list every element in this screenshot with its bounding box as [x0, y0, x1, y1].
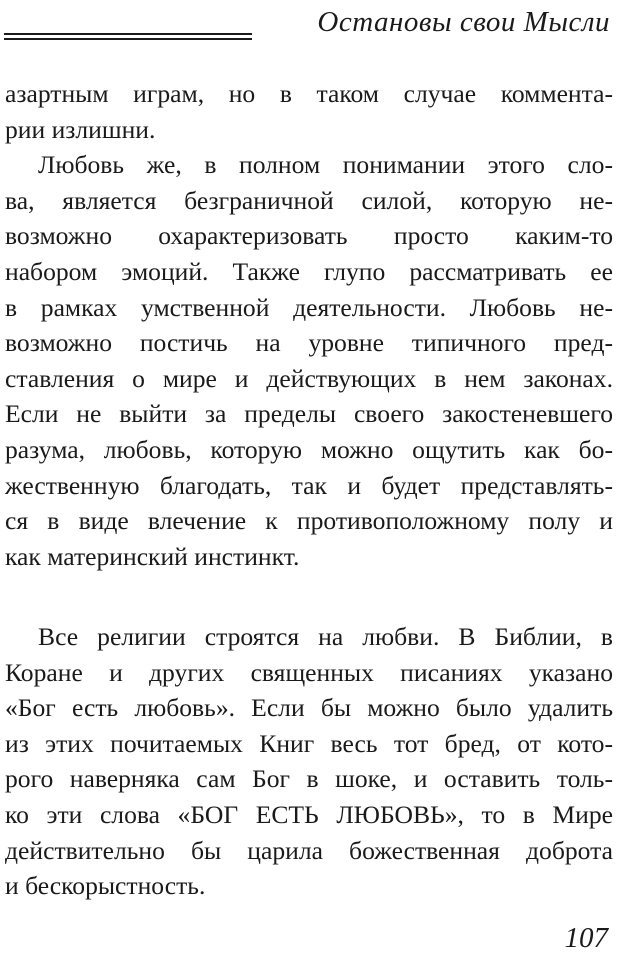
text-line: Все религии строятся на любви. В Библии, в: [38, 622, 613, 651]
text-line: ко эти слова «БОГ ЕСТЬ ЛЮБОВЬ», то в Мире: [5, 799, 613, 829]
text-line: из этих почитаемых Книг весь тот бред, от кото-: [5, 728, 613, 758]
text-line: возможно охарактеризовать просто каким-то: [5, 221, 613, 251]
text-line: как материнский инстинкт.: [5, 541, 300, 571]
text-line: азартным играм, но в таком случае коммента-: [5, 79, 613, 108]
running-title: Остановы свои Мысли: [317, 6, 610, 38]
text-line: Любовь же, в полном понимании этого сло-: [38, 150, 613, 180]
text-line: рого наверняка сам Бог в шоке, и оставить толь-: [5, 764, 613, 794]
text-line: действительно бы царила божественная доброта: [5, 835, 613, 865]
header-rule-bottom: [4, 38, 252, 40]
text-line: рии излишни.: [5, 114, 156, 144]
page-number: 107: [564, 922, 608, 954]
text-line: жественную благодать, так и будет представлять-: [5, 470, 613, 500]
paragraph: [5, 147, 613, 574]
text-line: «Бог есть любовь». Если бы можно было удалить: [5, 693, 613, 723]
text-line: ва, является безграничной силой, которую не-: [5, 185, 613, 215]
text-line: в рамках умственной деятельности. Любовь не-: [5, 292, 613, 322]
text-line: Коране и других священных писаниях указано: [5, 657, 613, 687]
text-line: разума, любовь, которую можно ощутить как бо-: [5, 434, 613, 464]
text-line: возможно постичь на уровне типичного пред-: [5, 328, 613, 358]
text-block-2: [5, 619, 613, 904]
paragraph: [5, 76, 613, 147]
text-line: и бескорыстность.: [5, 871, 206, 901]
header-rule-top: [4, 33, 252, 35]
text-line: ся в виде влечение к противоположному полу и: [5, 506, 613, 536]
text-block-1: [5, 76, 613, 574]
text-line: набором эмоций. Также глупо рассматривать ее: [5, 256, 613, 286]
text-line: Если не выйти за пределы своего закостеневшего: [5, 399, 613, 429]
paragraph: [5, 619, 613, 904]
text-line: ставления о мире и действующих в нем законах.: [5, 363, 613, 393]
